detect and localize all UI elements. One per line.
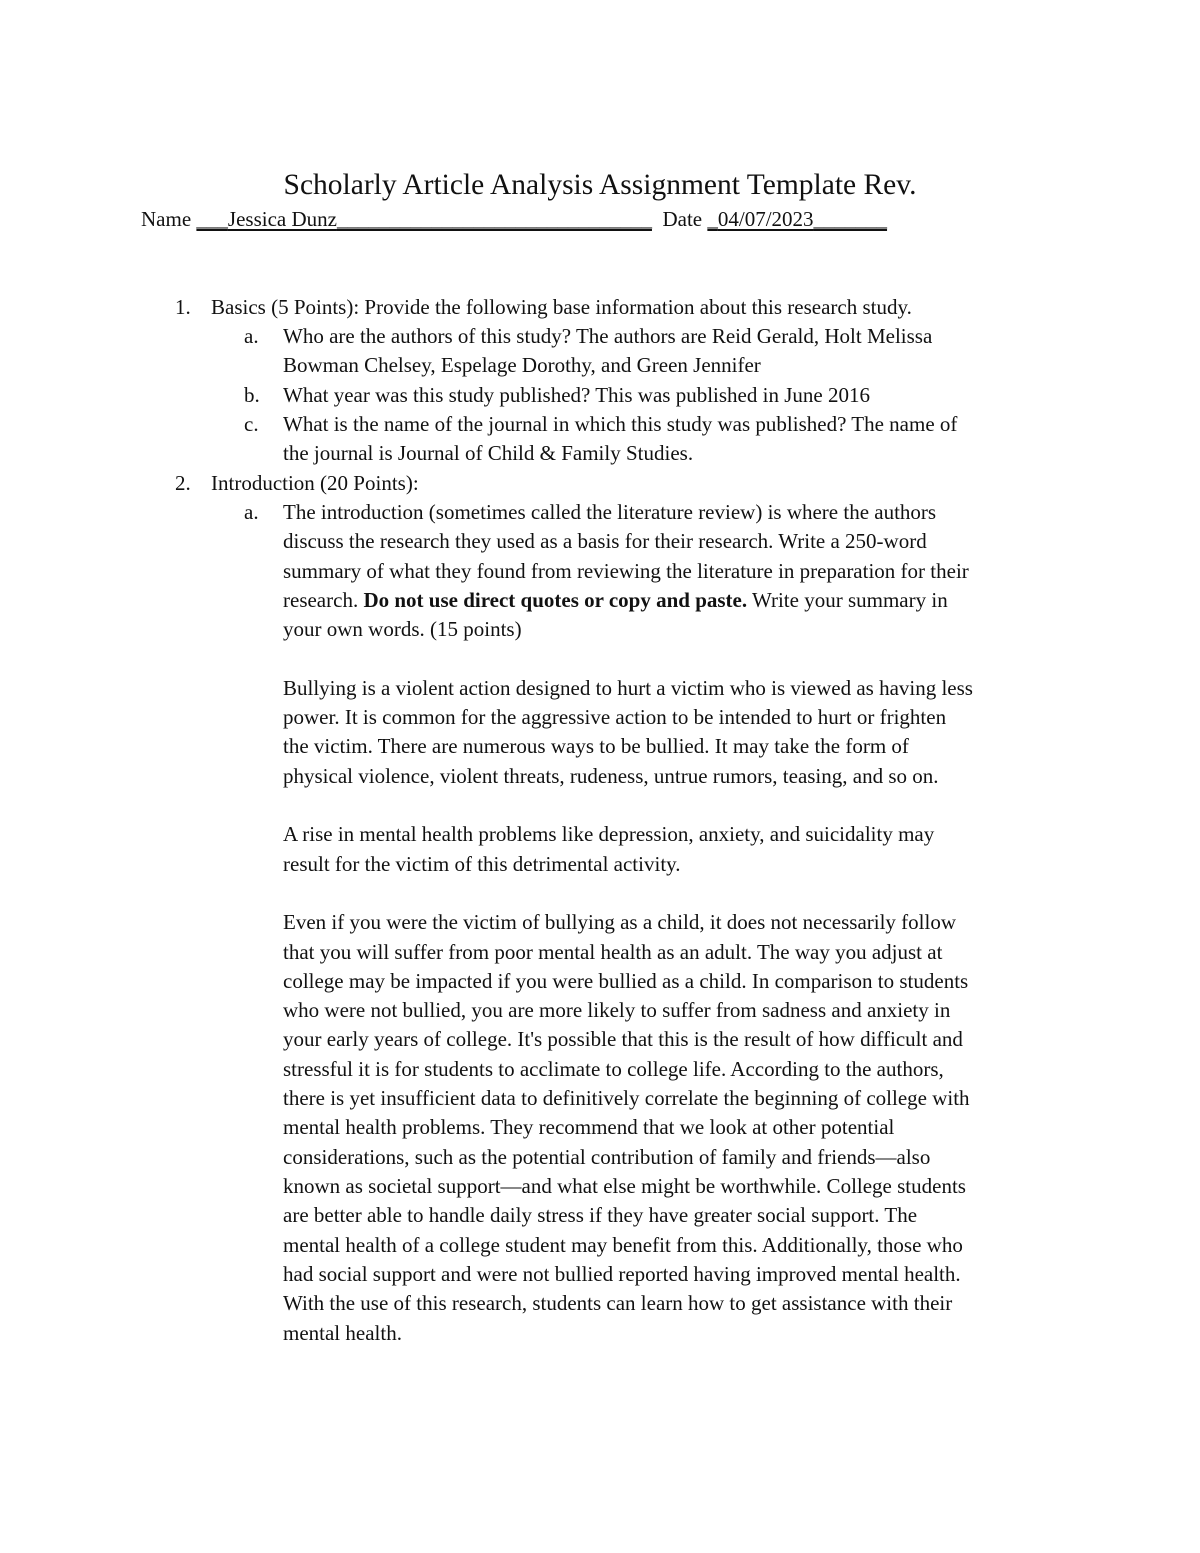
name-field: ___Jessica Dunz______________________________	[196, 207, 652, 231]
paragraph-3-line: are better able to handle daily stress if they have greater social support. The	[283, 1203, 918, 1227]
paragraph-3-line: your early years of college. It's possible that this is the result of how difficult and	[283, 1027, 963, 1051]
paragraph-3-line: there is yet insufficient data to definitively correlate the beginning of college with	[283, 1086, 970, 1110]
item-2a-line-1: The introduction (sometimes called the literature review) is where the authors	[283, 500, 937, 524]
item-1a-line-1: Who are the authors of this study? The authors are Reid Gerald, Holt Melissa	[283, 324, 933, 348]
item-1c-letter: c.	[244, 412, 259, 436]
date-value: 04/07/2023	[717, 207, 814, 231]
paragraph-3-line: known as societal support—and what else might be worthwhile. College students	[283, 1174, 966, 1198]
item-2a-line-3: summary of what they found from reviewing the literature in preparation for their	[283, 559, 969, 583]
item-1c-line-1: What is the name of the journal in which this study was published? The name of	[283, 412, 958, 436]
date-label: Date	[662, 207, 708, 231]
paragraph-3-line: mental health problems. They recommend that we look at other potential	[283, 1115, 895, 1139]
section-2-number: 2.	[175, 471, 191, 495]
document-title: Scholarly Article Analysis Assignment Template Rev.	[283, 169, 917, 201]
item-1c-line-2: the journal is Journal of Child & Family Studies.	[283, 441, 694, 465]
item-2a-line-5: your own words. (15 points)	[283, 617, 522, 641]
item-1a-line-2: Bowman Chelsey, Espelage Dorothy, and Green Jennifer	[283, 353, 761, 377]
paragraph-3-line: mental health of a college student may benefit from this. Additionally, those who	[283, 1233, 963, 1257]
instruction-emphasis: Do not use direct quotes or copy and paste.	[363, 588, 748, 612]
paragraph-3-line: considerations, such as the potential contribution of family and friends—also	[283, 1145, 931, 1169]
section-1-heading: Basics (5 Points): Provide the following base information about this research study.	[211, 295, 912, 319]
paragraph-1-line: physical violence, violent threats, rudeness, untrue rumors, teasing, and so on.	[283, 764, 939, 788]
name-label: Name	[141, 207, 197, 231]
paragraph-3-line: stressful it is for students to acclimate to college life. According to the authors,	[283, 1057, 944, 1081]
paragraph-3-line: With the use of this research, students can learn how to get assistance with their	[283, 1291, 953, 1315]
paragraph-1-line: the victim. There are numerous ways to be bullied. It may take the form of	[283, 734, 909, 758]
paragraph-3-line: Even if you were the victim of bullying as a child, it does not necessarily follow	[283, 910, 957, 934]
name-value: Jessica Dunz	[227, 207, 337, 231]
paragraph-1-line: Bullying is a violent action designed to hurt a victim who is viewed as having less	[283, 676, 973, 700]
section-2-heading: Introduction (20 Points):	[211, 471, 419, 495]
date-field: _04/07/2023_______	[707, 207, 888, 231]
item-2a-line-4: research. Do not use direct quotes or copy and paste. Write your summary in	[283, 588, 948, 612]
paragraph-3-line: college may be impacted if you were bullied as a child. In comparison to students	[283, 969, 969, 993]
paragraph-2-line: A rise in mental health problems like depression, anxiety, and suicidality may	[283, 822, 935, 846]
item-2a-line-2: discuss the research they used as a basis for their research. Write a 250-word	[283, 529, 927, 553]
paragraph-1-line: power. It is common for the aggressive action to be intended to hurt or frighten	[283, 705, 947, 729]
item-1b-line-1: What year was this study published? This was published in June 2016	[283, 383, 870, 407]
item-2a-letter: a.	[244, 500, 259, 524]
paragraph-3-line: who were not bullied, you are more likely to suffer from sadness and anxiety in	[283, 998, 951, 1022]
name-date-line	[141, 205, 887, 234]
section-1-number: 1.	[175, 295, 191, 319]
item-1b-letter: b.	[244, 383, 260, 407]
paragraph-3-line: had social support and were not bullied reported having improved mental health.	[283, 1262, 961, 1286]
paragraph-3-line: that you will suffer from poor mental health as an adult. The way you adjust at	[283, 940, 943, 964]
paragraph-3-line: mental health.	[283, 1321, 402, 1345]
paragraph-2-line: result for the victim of this detrimental activity.	[283, 852, 681, 876]
item-1a-letter: a.	[244, 324, 259, 348]
